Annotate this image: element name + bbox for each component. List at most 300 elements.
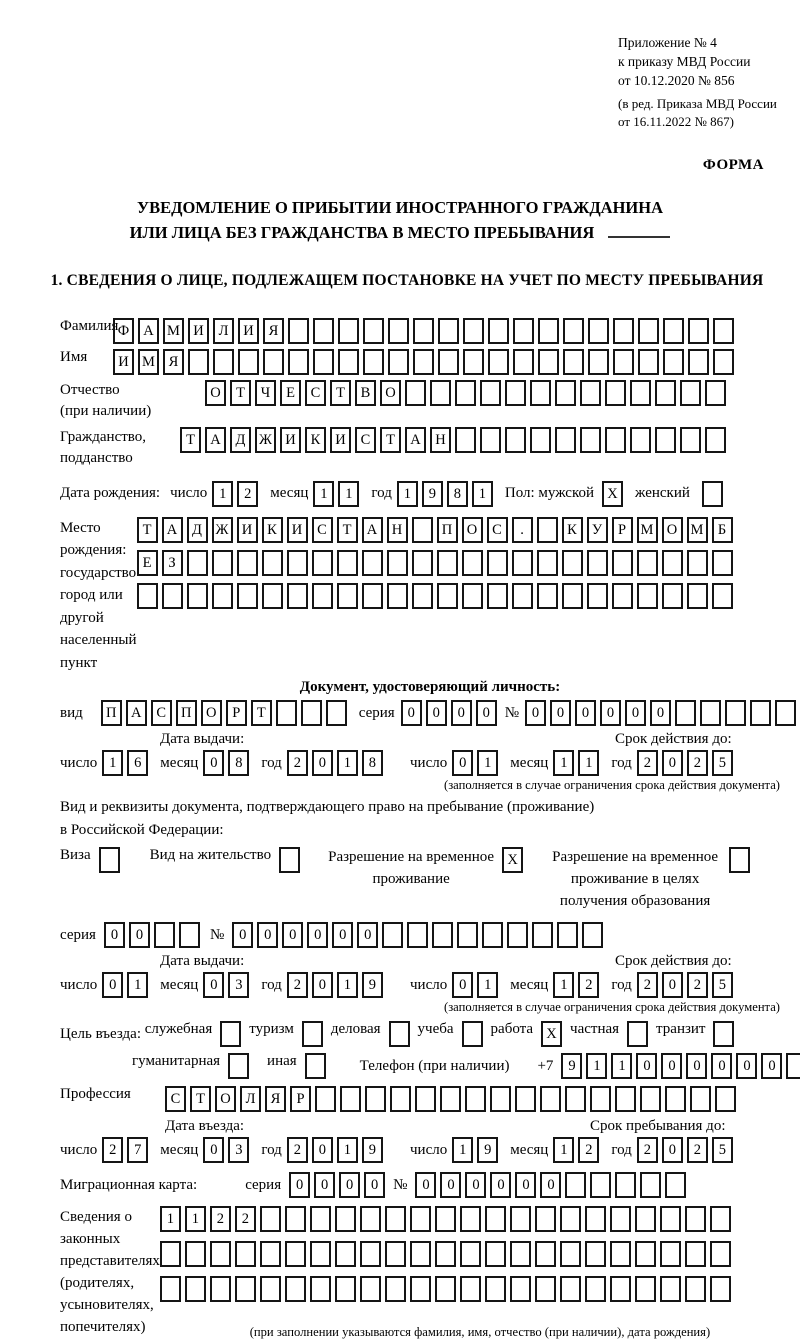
form-cell[interactable]: [535, 1241, 556, 1267]
form-cell[interactable]: [238, 349, 259, 375]
form-cell[interactable]: [537, 550, 558, 576]
form-cell[interactable]: [462, 1021, 483, 1047]
form-cell[interactable]: 1: [477, 750, 498, 776]
form-cell[interactable]: 2: [687, 972, 708, 998]
form-cell[interactable]: [185, 1276, 206, 1302]
form-cell[interactable]: Т: [380, 427, 401, 453]
form-cell[interactable]: [665, 1172, 686, 1198]
form-cell[interactable]: [338, 349, 359, 375]
form-cell[interactable]: [235, 1241, 256, 1267]
form-cell[interactable]: [213, 349, 234, 375]
form-cell[interactable]: [412, 583, 433, 609]
form-cell[interactable]: [288, 349, 309, 375]
form-cell[interactable]: 0: [575, 700, 596, 726]
form-cell[interactable]: [612, 550, 633, 576]
form-cell[interactable]: С: [165, 1086, 186, 1112]
form-cell[interactable]: 1: [338, 481, 359, 507]
form-cell[interactable]: [337, 583, 358, 609]
form-cell[interactable]: 1: [472, 481, 493, 507]
form-cell[interactable]: Л: [240, 1086, 261, 1112]
form-cell[interactable]: 1: [212, 481, 233, 507]
form-cell[interactable]: [702, 481, 723, 507]
form-cell[interactable]: 2: [578, 1137, 599, 1163]
form-cell[interactable]: [685, 1241, 706, 1267]
form-cell[interactable]: 9: [362, 972, 383, 998]
form-cell[interactable]: [413, 349, 434, 375]
form-cell[interactable]: [185, 1241, 206, 1267]
form-cell[interactable]: [460, 1206, 481, 1232]
form-cell[interactable]: О: [201, 700, 222, 726]
form-cell[interactable]: [187, 550, 208, 576]
form-cell[interactable]: [560, 1241, 581, 1267]
form-cell[interactable]: [335, 1241, 356, 1267]
form-cell[interactable]: [685, 1276, 706, 1302]
form-cell[interactable]: [410, 1276, 431, 1302]
form-cell[interactable]: [487, 583, 508, 609]
form-cell[interactable]: [685, 1206, 706, 1232]
form-cell[interactable]: М: [163, 318, 184, 344]
form-cell[interactable]: 0: [600, 700, 621, 726]
form-cell[interactable]: 1: [578, 750, 599, 776]
form-cell[interactable]: И: [113, 349, 134, 375]
form-cell[interactable]: 5: [712, 750, 733, 776]
form-cell[interactable]: 5: [712, 972, 733, 998]
form-cell[interactable]: [663, 318, 684, 344]
form-cell[interactable]: [410, 1241, 431, 1267]
form-cell[interactable]: [535, 1206, 556, 1232]
form-cell[interactable]: [635, 1206, 656, 1232]
form-cell[interactable]: 0: [661, 1053, 682, 1079]
form-cell[interactable]: 2: [687, 1137, 708, 1163]
form-cell[interactable]: [407, 922, 428, 948]
form-cell[interactable]: С: [355, 427, 376, 453]
form-cell[interactable]: [555, 427, 576, 453]
form-cell[interactable]: 0: [364, 1172, 385, 1198]
form-cell[interactable]: 1: [397, 481, 418, 507]
form-cell[interactable]: [480, 427, 501, 453]
form-cell[interactable]: [287, 583, 308, 609]
form-cell[interactable]: [430, 380, 451, 406]
form-cell[interactable]: [507, 922, 528, 948]
form-cell[interactable]: [530, 380, 551, 406]
form-cell[interactable]: [310, 1276, 331, 1302]
form-cell[interactable]: [235, 1276, 256, 1302]
form-cell[interactable]: 0: [465, 1172, 486, 1198]
form-cell[interactable]: [587, 583, 608, 609]
form-cell[interactable]: [640, 1086, 661, 1112]
form-cell[interactable]: С: [487, 517, 508, 543]
form-cell[interactable]: [555, 380, 576, 406]
form-cell[interactable]: [385, 1241, 406, 1267]
form-cell[interactable]: X: [602, 481, 623, 507]
form-cell[interactable]: [786, 1053, 800, 1079]
form-cell[interactable]: С: [305, 380, 326, 406]
form-cell[interactable]: [360, 1241, 381, 1267]
form-cell[interactable]: [615, 1086, 636, 1112]
form-cell[interactable]: [305, 1053, 326, 1079]
form-cell[interactable]: [385, 1276, 406, 1302]
form-cell[interactable]: 0: [452, 972, 473, 998]
form-cell[interactable]: Я: [163, 349, 184, 375]
form-cell[interactable]: 1: [337, 1137, 358, 1163]
form-cell[interactable]: А: [205, 427, 226, 453]
form-cell[interactable]: 2: [637, 750, 658, 776]
form-cell[interactable]: 0: [312, 750, 333, 776]
form-cell[interactable]: [562, 583, 583, 609]
form-cell[interactable]: 0: [415, 1172, 436, 1198]
form-cell[interactable]: [437, 583, 458, 609]
form-cell[interactable]: [713, 1021, 734, 1047]
form-cell[interactable]: [488, 318, 509, 344]
form-cell[interactable]: 0: [662, 1137, 683, 1163]
form-cell[interactable]: [237, 550, 258, 576]
form-cell[interactable]: [276, 700, 297, 726]
form-cell[interactable]: [210, 1276, 231, 1302]
form-cell[interactable]: [705, 380, 726, 406]
form-cell[interactable]: 0: [550, 700, 571, 726]
form-cell[interactable]: [435, 1206, 456, 1232]
form-cell[interactable]: [302, 1021, 323, 1047]
form-cell[interactable]: [137, 583, 158, 609]
form-cell[interactable]: [220, 1021, 241, 1047]
form-cell[interactable]: [335, 1276, 356, 1302]
form-cell[interactable]: [512, 550, 533, 576]
form-cell[interactable]: 5: [712, 1137, 733, 1163]
form-cell[interactable]: Т: [137, 517, 158, 543]
form-cell[interactable]: X: [541, 1021, 562, 1047]
form-cell[interactable]: [660, 1206, 681, 1232]
form-cell[interactable]: [775, 700, 796, 726]
form-cell[interactable]: Ф: [113, 318, 134, 344]
form-cell[interactable]: 2: [287, 972, 308, 998]
form-cell[interactable]: [627, 1021, 648, 1047]
form-cell[interactable]: [660, 1276, 681, 1302]
form-cell[interactable]: [515, 1086, 536, 1112]
form-cell[interactable]: Р: [226, 700, 247, 726]
form-cell[interactable]: [435, 1241, 456, 1267]
form-cell[interactable]: [557, 922, 578, 948]
form-cell[interactable]: [638, 318, 659, 344]
form-cell[interactable]: [363, 349, 384, 375]
form-cell[interactable]: [710, 1241, 731, 1267]
form-cell[interactable]: [437, 550, 458, 576]
form-cell[interactable]: [237, 583, 258, 609]
form-cell[interactable]: 1: [102, 750, 123, 776]
form-cell[interactable]: 9: [477, 1137, 498, 1163]
form-cell[interactable]: [510, 1206, 531, 1232]
form-cell[interactable]: [540, 1086, 561, 1112]
form-cell[interactable]: 0: [515, 1172, 536, 1198]
form-cell[interactable]: [710, 1276, 731, 1302]
form-cell[interactable]: [587, 550, 608, 576]
form-cell[interactable]: Т: [180, 427, 201, 453]
form-cell[interactable]: [635, 1276, 656, 1302]
form-cell[interactable]: [260, 1206, 281, 1232]
form-cell[interactable]: [637, 550, 658, 576]
form-cell[interactable]: [160, 1241, 181, 1267]
form-cell[interactable]: [154, 922, 175, 948]
form-cell[interactable]: [615, 1172, 636, 1198]
form-cell[interactable]: [285, 1206, 306, 1232]
form-cell[interactable]: Ж: [255, 427, 276, 453]
form-cell[interactable]: [412, 550, 433, 576]
form-cell[interactable]: 0: [426, 700, 447, 726]
form-cell[interactable]: [438, 318, 459, 344]
form-cell[interactable]: 0: [662, 750, 683, 776]
form-cell[interactable]: [262, 583, 283, 609]
form-cell[interactable]: [287, 550, 308, 576]
form-cell[interactable]: 0: [761, 1053, 782, 1079]
form-cell[interactable]: [588, 318, 609, 344]
form-cell[interactable]: И: [237, 517, 258, 543]
form-cell[interactable]: 3: [228, 1137, 249, 1163]
form-cell[interactable]: И: [238, 318, 259, 344]
form-cell[interactable]: [413, 318, 434, 344]
form-cell[interactable]: Т: [330, 380, 351, 406]
form-cell[interactable]: [510, 1241, 531, 1267]
form-cell[interactable]: 9: [422, 481, 443, 507]
form-cell[interactable]: [713, 318, 734, 344]
form-cell[interactable]: 0: [401, 700, 422, 726]
form-cell[interactable]: 1: [586, 1053, 607, 1079]
form-cell[interactable]: 0: [332, 922, 353, 948]
form-cell[interactable]: П: [101, 700, 122, 726]
form-cell[interactable]: [162, 583, 183, 609]
form-cell[interactable]: 1: [477, 972, 498, 998]
form-cell[interactable]: [412, 517, 433, 543]
form-cell[interactable]: 0: [339, 1172, 360, 1198]
form-cell[interactable]: 0: [314, 1172, 335, 1198]
form-cell[interactable]: [582, 922, 603, 948]
form-cell[interactable]: [560, 1276, 581, 1302]
form-cell[interactable]: [415, 1086, 436, 1112]
form-cell[interactable]: О: [205, 380, 226, 406]
form-cell[interactable]: [210, 1241, 231, 1267]
form-cell[interactable]: 8: [362, 750, 383, 776]
form-cell[interactable]: [640, 1172, 661, 1198]
form-cell[interactable]: [360, 1276, 381, 1302]
form-cell[interactable]: [385, 1206, 406, 1232]
form-cell[interactable]: 0: [636, 1053, 657, 1079]
form-cell[interactable]: 1: [553, 1137, 574, 1163]
form-cell[interactable]: И: [280, 427, 301, 453]
form-cell[interactable]: [560, 1206, 581, 1232]
form-cell[interactable]: [680, 380, 701, 406]
form-cell[interactable]: Р: [612, 517, 633, 543]
form-cell[interactable]: Я: [263, 318, 284, 344]
form-cell[interactable]: [313, 318, 334, 344]
form-cell[interactable]: Т: [251, 700, 272, 726]
form-cell[interactable]: Н: [387, 517, 408, 543]
form-cell[interactable]: [340, 1086, 361, 1112]
form-cell[interactable]: [313, 349, 334, 375]
form-cell[interactable]: М: [138, 349, 159, 375]
form-cell[interactable]: [680, 427, 701, 453]
form-cell[interactable]: 1: [337, 972, 358, 998]
form-cell[interactable]: [99, 847, 120, 873]
form-cell[interactable]: 2: [235, 1206, 256, 1232]
form-cell[interactable]: [690, 1086, 711, 1112]
form-cell[interactable]: [188, 349, 209, 375]
form-cell[interactable]: 7: [127, 1137, 148, 1163]
form-cell[interactable]: [630, 380, 651, 406]
form-cell[interactable]: [532, 922, 553, 948]
form-cell[interactable]: Ч: [255, 380, 276, 406]
form-cell[interactable]: [610, 1276, 631, 1302]
form-cell[interactable]: 0: [451, 700, 472, 726]
form-cell[interactable]: О: [380, 380, 401, 406]
form-cell[interactable]: 2: [637, 1137, 658, 1163]
form-cell[interactable]: К: [262, 517, 283, 543]
form-cell[interactable]: [455, 380, 476, 406]
form-cell[interactable]: О: [462, 517, 483, 543]
form-cell[interactable]: 0: [476, 700, 497, 726]
form-cell[interactable]: Н: [430, 427, 451, 453]
form-cell[interactable]: К: [562, 517, 583, 543]
form-cell[interactable]: Т: [230, 380, 251, 406]
form-cell[interactable]: [360, 1206, 381, 1232]
form-cell[interactable]: [487, 550, 508, 576]
form-cell[interactable]: Ж: [212, 517, 233, 543]
form-cell[interactable]: [663, 349, 684, 375]
form-cell[interactable]: [455, 427, 476, 453]
form-cell[interactable]: 3: [228, 972, 249, 998]
form-cell[interactable]: [588, 349, 609, 375]
form-cell[interactable]: [488, 349, 509, 375]
form-cell[interactable]: [465, 1086, 486, 1112]
form-cell[interactable]: 0: [312, 1137, 333, 1163]
form-cell[interactable]: 1: [611, 1053, 632, 1079]
form-cell[interactable]: 9: [561, 1053, 582, 1079]
form-cell[interactable]: [435, 1276, 456, 1302]
form-cell[interactable]: [365, 1086, 386, 1112]
form-cell[interactable]: [388, 349, 409, 375]
form-cell[interactable]: 2: [210, 1206, 231, 1232]
form-cell[interactable]: [463, 349, 484, 375]
form-cell[interactable]: [505, 380, 526, 406]
form-cell[interactable]: [713, 349, 734, 375]
form-cell[interactable]: [187, 583, 208, 609]
form-cell[interactable]: [285, 1276, 306, 1302]
form-cell[interactable]: Е: [137, 550, 158, 576]
form-cell[interactable]: [310, 1241, 331, 1267]
form-cell[interactable]: 0: [312, 972, 333, 998]
form-cell[interactable]: [562, 550, 583, 576]
form-cell[interactable]: [535, 1276, 556, 1302]
form-cell[interactable]: [563, 349, 584, 375]
form-cell[interactable]: 1: [337, 750, 358, 776]
form-cell[interactable]: Т: [337, 517, 358, 543]
form-cell[interactable]: [612, 583, 633, 609]
form-cell[interactable]: [285, 1241, 306, 1267]
form-cell[interactable]: [635, 1241, 656, 1267]
form-cell[interactable]: [565, 1086, 586, 1112]
form-cell[interactable]: М: [687, 517, 708, 543]
form-cell[interactable]: [750, 700, 771, 726]
form-cell[interactable]: [605, 427, 626, 453]
form-cell[interactable]: .: [512, 517, 533, 543]
form-cell[interactable]: О: [662, 517, 683, 543]
form-cell[interactable]: 0: [307, 922, 328, 948]
form-cell[interactable]: [630, 427, 651, 453]
form-cell[interactable]: [389, 1021, 410, 1047]
form-cell[interactable]: 0: [203, 972, 224, 998]
form-cell[interactable]: 1: [452, 1137, 473, 1163]
form-cell[interactable]: 0: [490, 1172, 511, 1198]
form-cell[interactable]: В: [355, 380, 376, 406]
form-cell[interactable]: З: [162, 550, 183, 576]
form-cell[interactable]: 0: [257, 922, 278, 948]
form-cell[interactable]: [485, 1241, 506, 1267]
form-cell[interactable]: 8: [447, 481, 468, 507]
form-cell[interactable]: 2: [637, 972, 658, 998]
form-cell[interactable]: [725, 700, 746, 726]
form-cell[interactable]: [312, 583, 333, 609]
form-cell[interactable]: Б: [712, 517, 733, 543]
form-cell[interactable]: [463, 318, 484, 344]
form-cell[interactable]: 9: [362, 1137, 383, 1163]
form-cell[interactable]: [705, 427, 726, 453]
form-cell[interactable]: А: [162, 517, 183, 543]
form-cell[interactable]: [565, 1172, 586, 1198]
form-cell[interactable]: 2: [687, 750, 708, 776]
form-cell[interactable]: [662, 583, 683, 609]
form-cell[interactable]: С: [151, 700, 172, 726]
form-cell[interactable]: П: [437, 517, 458, 543]
form-cell[interactable]: [326, 700, 347, 726]
form-cell[interactable]: И: [287, 517, 308, 543]
form-cell[interactable]: [485, 1276, 506, 1302]
form-cell[interactable]: [688, 349, 709, 375]
form-cell[interactable]: А: [138, 318, 159, 344]
form-cell[interactable]: [655, 380, 676, 406]
form-cell[interactable]: [462, 550, 483, 576]
form-cell[interactable]: 0: [662, 972, 683, 998]
form-cell[interactable]: [710, 1206, 731, 1232]
form-cell[interactable]: [513, 349, 534, 375]
form-cell[interactable]: [538, 349, 559, 375]
form-cell[interactable]: [687, 550, 708, 576]
form-cell[interactable]: 0: [102, 972, 123, 998]
form-cell[interactable]: [585, 1241, 606, 1267]
form-cell[interactable]: 2: [287, 1137, 308, 1163]
form-cell[interactable]: О: [215, 1086, 236, 1112]
form-cell[interactable]: [655, 427, 676, 453]
form-cell[interactable]: [387, 550, 408, 576]
form-cell[interactable]: 0: [203, 1137, 224, 1163]
form-cell[interactable]: [228, 1053, 249, 1079]
form-cell[interactable]: [301, 700, 322, 726]
form-cell[interactable]: [715, 1086, 736, 1112]
form-cell[interactable]: [438, 349, 459, 375]
form-cell[interactable]: [212, 583, 233, 609]
form-cell[interactable]: [262, 550, 283, 576]
form-cell[interactable]: А: [126, 700, 147, 726]
form-cell[interactable]: Р: [290, 1086, 311, 1112]
form-cell[interactable]: [638, 349, 659, 375]
form-cell[interactable]: [263, 349, 284, 375]
form-cell[interactable]: [605, 380, 626, 406]
form-cell[interactable]: [662, 550, 683, 576]
form-cell[interactable]: Д: [187, 517, 208, 543]
form-cell[interactable]: [610, 1206, 631, 1232]
form-cell[interactable]: И: [330, 427, 351, 453]
form-cell[interactable]: [310, 1206, 331, 1232]
form-cell[interactable]: [387, 583, 408, 609]
form-cell[interactable]: [660, 1241, 681, 1267]
form-cell[interactable]: 0: [282, 922, 303, 948]
form-cell[interactable]: [410, 1206, 431, 1232]
